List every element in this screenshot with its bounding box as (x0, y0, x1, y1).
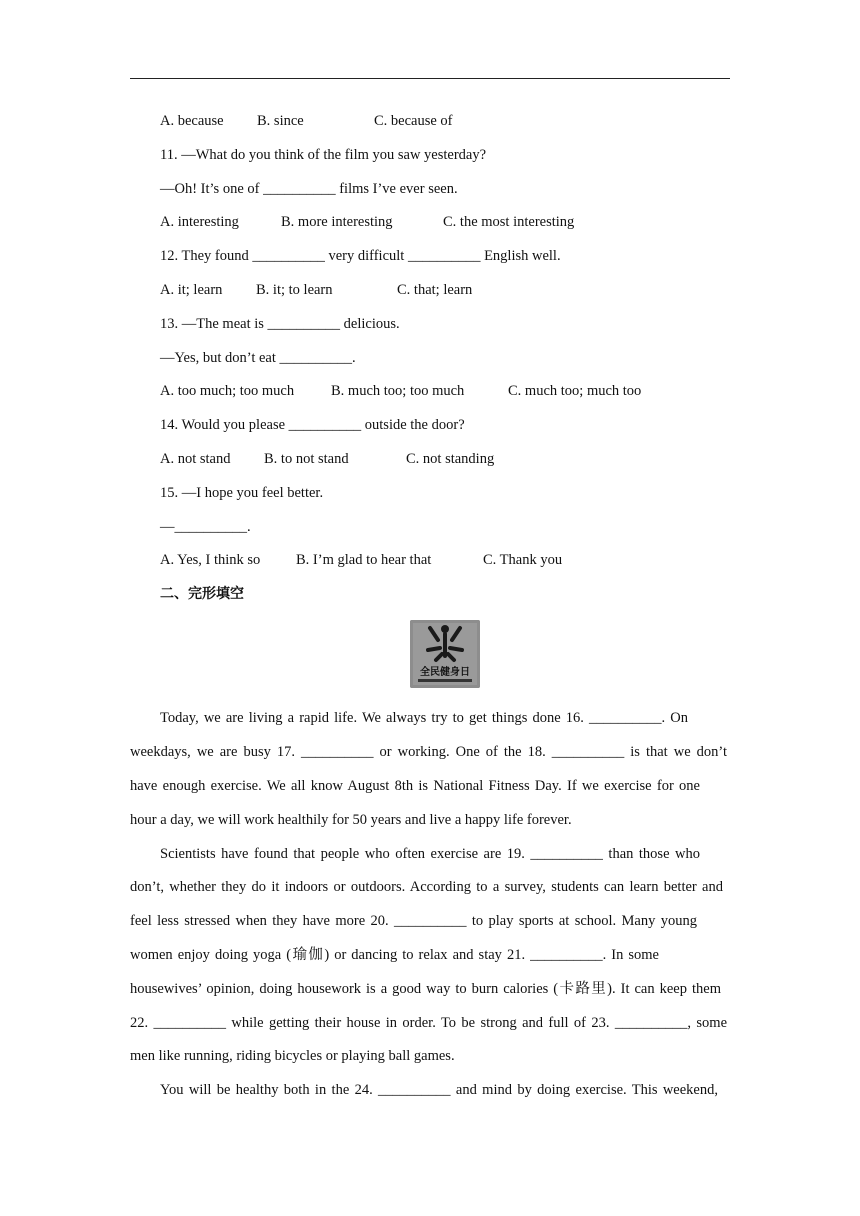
q15-option-c: C. Thank you (483, 552, 563, 568)
passage-line-2: weekdays, we are busy 17. __________ or working. One of the 18. __________ is that we don’t (130, 744, 727, 760)
passage-line-4: hour a day, we will work healthily for 50 years and live a happy life forever. (130, 812, 572, 828)
q14-option-a: A. not stand (160, 451, 231, 467)
section-heading: 二、完形填空 (160, 586, 244, 602)
passage-line-11: men like running, riding bicycles or playing ball games. (130, 1048, 455, 1064)
passage-line-8: women enjoy doing yoga (瑜伽) or dancing to relax and stay 21. __________. In some (130, 947, 659, 963)
logo-text: 全民健身日 (420, 667, 470, 678)
q15-response: —__________. (160, 519, 251, 535)
passage-line-7: feel less stressed when they have more 20. __________ to play sports at school. Many young (130, 913, 697, 929)
q11-option-b: B. more interesting (281, 214, 393, 230)
passage-line-12: You will be healthy both in the 24. __________ and mind by doing exercise. This weekend, (160, 1082, 718, 1098)
q15-option-a: A. Yes, I think so (160, 552, 261, 568)
q14-question: 14. Would you please __________ outside the door? (160, 417, 465, 433)
q10-option-b: B. since (257, 113, 304, 129)
q12-option-a: A. it; learn (160, 282, 223, 298)
q11-option-a: A. interesting (160, 214, 239, 230)
q10-option-a: A. because (160, 113, 224, 129)
q11-question: 11. —What do you think of the film you saw yesterday? (160, 147, 487, 163)
q14-option-c: C. not standing (406, 451, 495, 467)
q14-option-b: B. to not stand (264, 451, 349, 467)
q12-option-c: C. that; learn (397, 282, 473, 298)
passage-line-6: don’t, whether they do it indoors or outdoors. According to a survey, students can learn better and (130, 879, 723, 895)
passage-line-5: Scientists have found that people who often exercise are 19. __________ than those who (160, 846, 700, 862)
q13-option-a: A. too much; too much (160, 383, 295, 399)
passage-line-3: have enough exercise. We all know August 8th is National Fitness Day. If we exercise for one (130, 778, 700, 794)
q12-question: 12. They found __________ very difficult __________ English well. (160, 248, 561, 264)
q12-option-b: B. it; to learn (256, 282, 333, 298)
q15-question: 15. —I hope you feel better. (160, 485, 324, 501)
q13-question: 13. —The meat is __________ delicious. (160, 316, 400, 332)
passage-line-9: housewives’ opinion, doing housework is a good way to burn calories (卡路里). It can keep them (130, 981, 721, 997)
q10-option-c: C. because of (374, 113, 453, 129)
header-rule (130, 78, 730, 79)
passage-line-1: Today, we are living a rapid life. We always try to get things done 16. __________. On (160, 710, 688, 726)
q13-response: —Yes, but don’t eat __________. (160, 350, 356, 366)
q15-option-b: B. I’m glad to hear that (296, 552, 432, 568)
passage-line-10: 22. __________ while getting their house in order. To be strong and full of 23. __________, some (130, 1015, 727, 1031)
fitness-day-logo (410, 620, 480, 688)
q11-response: —Oh! It’s one of __________ films I’ve ever seen. (160, 181, 458, 197)
q13-option-c: C. much too; much too (508, 383, 642, 399)
q11-option-c: C. the most interesting (443, 214, 575, 230)
q13-option-b: B. much too; too much (331, 383, 465, 399)
